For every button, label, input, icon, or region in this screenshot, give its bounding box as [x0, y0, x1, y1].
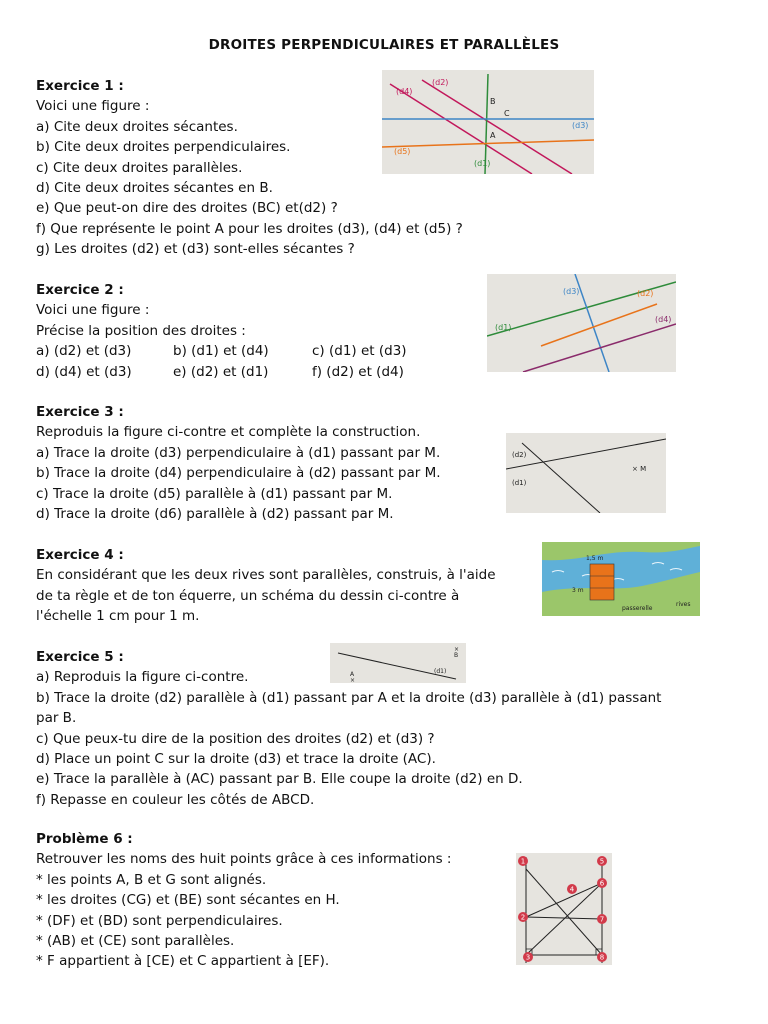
point-a-mark: × — [350, 677, 356, 683]
badge-5: 5 — [599, 857, 605, 866]
bridge-label: passerelle — [622, 605, 653, 612]
exercise-2-figure — [487, 274, 676, 372]
exercise-5-heading: Exercice 5 : — [36, 649, 124, 665]
exercise-5-line: a) Reproduis la figure ci-contre. — [36, 669, 249, 686]
exercise-3-line: d) Trace la droite (d6) parallèle à (d2) passant par M. — [36, 506, 394, 523]
problem-6-line: * (AB) et (CE) sont parallèles. — [36, 933, 235, 950]
badge-2: 2 — [520, 913, 526, 922]
point-c-label: C — [504, 109, 510, 118]
exercise-2-row — [36, 341, 407, 361]
exercise-4 — [36, 545, 496, 627]
label-d1: (d1) — [512, 479, 527, 487]
exercise-5-line: e) Trace la parallèle à (AC) passant par B. Elle coupe la droite (d2) en D. — [36, 771, 523, 788]
point-a-label: A — [490, 131, 496, 140]
point-b-mark: × — [454, 646, 460, 653]
label-d1: (d1) — [434, 668, 447, 675]
exercise-1-line: Voici une figure : — [36, 98, 150, 115]
exercise-2-line: Voici une figure : — [36, 302, 150, 319]
problem-6-line: * les droites (CG) et (BE) sont sécantes en H. — [36, 892, 340, 909]
banks-label: rives — [676, 601, 691, 608]
problem-6-figure — [516, 853, 612, 965]
exercise-3-heading: Exercice 3 : — [36, 404, 124, 420]
label-d4: (d4) — [396, 87, 413, 96]
label-d1: (d1) — [474, 159, 491, 168]
exercise-1-line: d) Cite deux droites sécantes en B. — [36, 180, 273, 197]
width-label: 1,5 m — [586, 555, 604, 562]
point-b-label: B — [490, 97, 496, 106]
badge-1: 1 — [520, 857, 526, 866]
badge-3: 3 — [525, 953, 531, 962]
exercise-3-line: a) Trace la droite (d3) perpendiculaire à (d1) passant par M. — [36, 444, 441, 461]
problem-6-line: Retrouver les noms des huit points grâce à ces informations : — [36, 851, 452, 868]
problem-6-line: * les points A, B et G sont alignés. — [36, 871, 267, 888]
label-d3: (d3) — [572, 121, 589, 130]
exercise-2-item: e) (d2) et (d1) — [173, 363, 269, 380]
exercise-5-line: d) Place un point C sur la droite (d3) et trace la droite (AC). — [36, 751, 436, 768]
exercise-5-figure — [330, 643, 466, 683]
point-b-label: B — [454, 652, 459, 659]
badge-7: 7 — [599, 915, 605, 924]
label-d4: (d4) — [655, 315, 672, 324]
exercise-2-item: a) (d2) et (d3) — [36, 343, 132, 360]
problem-6-line: * (DF) et (BD) sont perpendiculaires. — [36, 912, 283, 929]
problem-6-heading: Problème 6 : — [36, 831, 133, 847]
exercise-2-item: f) (d2) et (d4) — [312, 363, 404, 380]
exercise-4-line: l'échelle 1 cm pour 1 m. — [36, 608, 200, 625]
label-d1: (d1) — [495, 323, 512, 332]
height-label: 3 m — [572, 587, 584, 594]
exercise-1-line: c) Cite deux droites parallèles. — [36, 159, 243, 176]
exercise-5-line: f) Repasse en couleur les côtés de ABCD. — [36, 791, 315, 808]
exercise-5-line: par B. — [36, 710, 77, 727]
exercise-1-line: f) Que représente le point A pour les droites (d3), (d4) et (d5) ? — [36, 220, 463, 237]
label-d3: (d3) — [563, 287, 580, 296]
exercise-3-line: c) Trace la droite (d5) parallèle à (d1) passant par M. — [36, 485, 393, 502]
exercise-3-figure — [506, 433, 666, 513]
exercise-2-item: d) (d4) et (d3) — [36, 363, 132, 380]
problem-6-line: * F appartient à [CE) et C appartient à [EF). — [36, 953, 330, 970]
exercise-3 — [36, 402, 441, 524]
label-d2: (d2) — [512, 451, 527, 459]
point-a-label: A — [350, 671, 355, 678]
exercise-2-line: Précise la position des droites : — [36, 322, 246, 339]
exercise-1-line: g) Les droites (d2) et (d3) sont-elles sécantes ? — [36, 241, 355, 258]
label-d2: (d2) — [432, 78, 449, 87]
exercise-1-line: e) Que peut-on dire des droites (BC) et(d2) ? — [36, 200, 338, 217]
exercise-2-heading: Exercice 2 : — [36, 282, 124, 298]
badge-6: 6 — [599, 879, 605, 888]
exercise-1-figure — [382, 70, 594, 174]
exercise-2-row — [36, 362, 407, 382]
label-d5: (d5) — [394, 147, 411, 156]
exercise-1-heading: Exercice 1 : — [36, 78, 124, 94]
badge-8: 8 — [599, 953, 605, 962]
exercise-5-line: b) Trace la droite (d2) parallèle à (d1) passant par A et la droite (d3) parallèle à (d1) passant — [36, 689, 662, 706]
label-d2: (d2) — [637, 289, 654, 298]
exercise-5-line: c) Que peux-tu dire de la position des droites (d2) et (d3) ? — [36, 730, 435, 747]
exercise-4-figure — [542, 542, 700, 616]
problem-6 — [36, 829, 451, 972]
exercise-4-heading: Exercice 4 : — [36, 547, 124, 563]
exercise-4-line: de ta règle et de ton équerre, un schéma du dessin ci-contre à — [36, 587, 460, 604]
exercise-1-line: a) Cite deux droites sécantes. — [36, 118, 238, 135]
exercise-3-line: Reproduis la figure ci-contre et complète la construction. — [36, 424, 421, 441]
page-title: DROITES PERPENDICULAIRES ET PARALLÈLES — [208, 37, 560, 53]
point-m-label: × M — [632, 465, 647, 473]
badge-4: 4 — [569, 885, 575, 894]
exercise-1-line: b) Cite deux droites perpendiculaires. — [36, 139, 291, 156]
exercise-2-item: b) (d1) et (d4) — [173, 343, 269, 360]
exercise-4-line: En considérant que les deux rives sont parallèles, construis, à l'aide — [36, 567, 496, 584]
exercise-2-item: c) (d1) et (d3) — [312, 343, 407, 360]
exercise-2 — [36, 280, 407, 382]
exercise-3-line: b) Trace la droite (d4) perpendiculaire à (d2) passant par M. — [36, 465, 441, 482]
